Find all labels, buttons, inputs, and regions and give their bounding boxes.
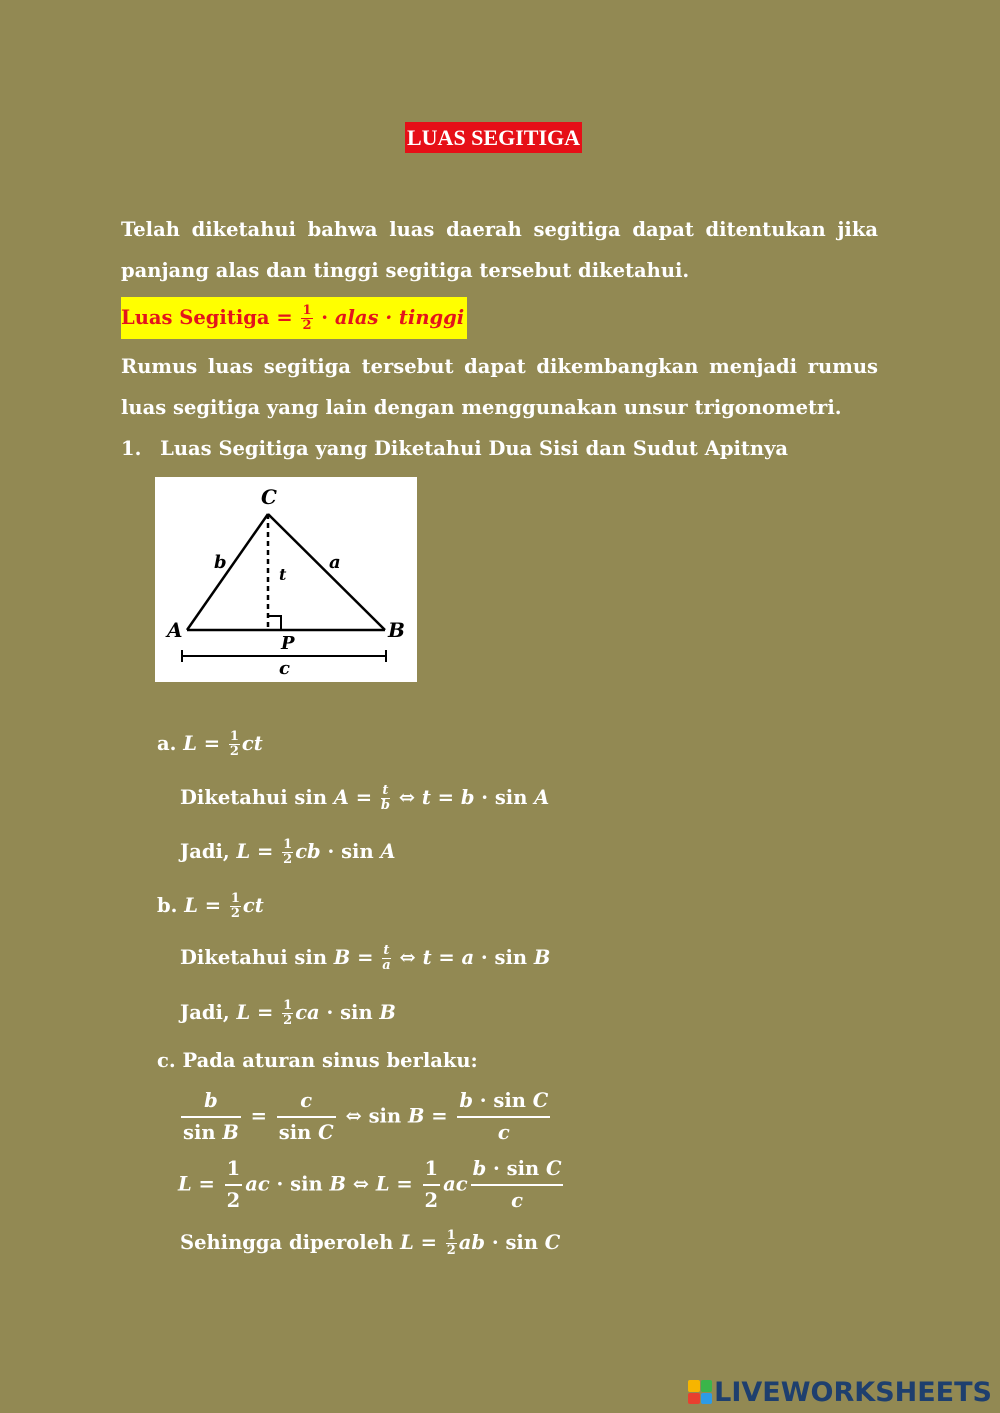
- intro-line-1: Telah diketahui bahwa luas daerah segitiga dapat ditentukan jika: [121, 218, 878, 241]
- formula-label: Luas Segitiga: [121, 306, 270, 329]
- label-A: A: [167, 618, 183, 642]
- page-title: LUAS SEGITIGA: [405, 122, 582, 153]
- item-a-line-2: Diketahui sin A = $\frac{t}{b}$ ⇔ t = b · sin A: [180, 783, 550, 813]
- item-b-line-1: b. L = $\frac{1}{2}$ ct: [157, 891, 264, 921]
- liveworksheets-logo: [688, 1375, 992, 1409]
- area-formula-highlight: Luas Segitiga = $\frac{1}{2}$ · alas · tinggi: [121, 297, 467, 339]
- right-angle-mark: [268, 616, 281, 630]
- label-P: P: [281, 633, 295, 654]
- label-C: C: [261, 485, 277, 509]
- item-a-line-3: Jadi, L = $\frac{1}{2}$ cb · sin A: [180, 837, 396, 867]
- section-number: 1.: [121, 437, 142, 460]
- label-c: c: [279, 658, 290, 679]
- item-b-line-3: Jadi, L = $\frac{1}{2}$ ca · sin B: [180, 998, 396, 1028]
- label-b: b: [214, 552, 227, 573]
- liveworksheets-wordmark: LIVEWORKSHEETS: [714, 1376, 992, 1408]
- item-b-line-2: Diketahui sin B = $\frac{t}{a}$ ⇔ t = a · sin B: [180, 943, 551, 973]
- area-substitution-equation: L = $\frac{1}{2}$ ac · sin B ⇔ L = $\frac{1}{2}$ ac $\frac{\text{b · sin C}}{c}$: [178, 1154, 566, 1216]
- formula-fraction: $\frac{1}{2}$: [302, 303, 312, 333]
- intro-line-2: panjang alas dan tinggi segitiga tersebut diketahui.: [121, 259, 690, 282]
- triangle-figure: [155, 477, 417, 682]
- intro-paragraph: [121, 209, 878, 291]
- label-a: a: [329, 552, 341, 573]
- triangle-diagram: [155, 477, 417, 682]
- item-c-conclusion: Sehingga diperoleh L = $\frac{1}{2}$ ab · sin C: [180, 1228, 561, 1258]
- label-t: t: [279, 565, 287, 584]
- trig-line-2: luas segitiga yang lain dengan menggunakan unsur trigonometri.: [121, 396, 842, 419]
- item-c-line-1: c. Pada aturan sinus berlaku:: [157, 1049, 478, 1072]
- trig-line-1: Rumus luas segitiga tersebut dapat dikembangkan menjadi rumus: [121, 355, 878, 378]
- sine-rule-equation: $\frac{b}{\text{sin B}}$ = $\frac{c}{\text{sin C}}$ ⇔ sin B = $\frac{\text{b · sin C}}{c}$: [178, 1086, 553, 1148]
- liveworksheets-icon: [688, 1380, 712, 1404]
- side-b-line: [187, 514, 268, 630]
- section-title: Luas Segitiga yang Diketahui Dua Sisi dan Sudut Apitnya: [160, 437, 789, 460]
- trig-paragraph: [121, 346, 878, 428]
- item-a-line-1: a. L = $\frac{1}{2}$ ct: [157, 729, 263, 759]
- label-B: B: [388, 618, 405, 642]
- formula-rest: alas · tinggi: [334, 306, 465, 329]
- section-heading: [121, 435, 788, 463]
